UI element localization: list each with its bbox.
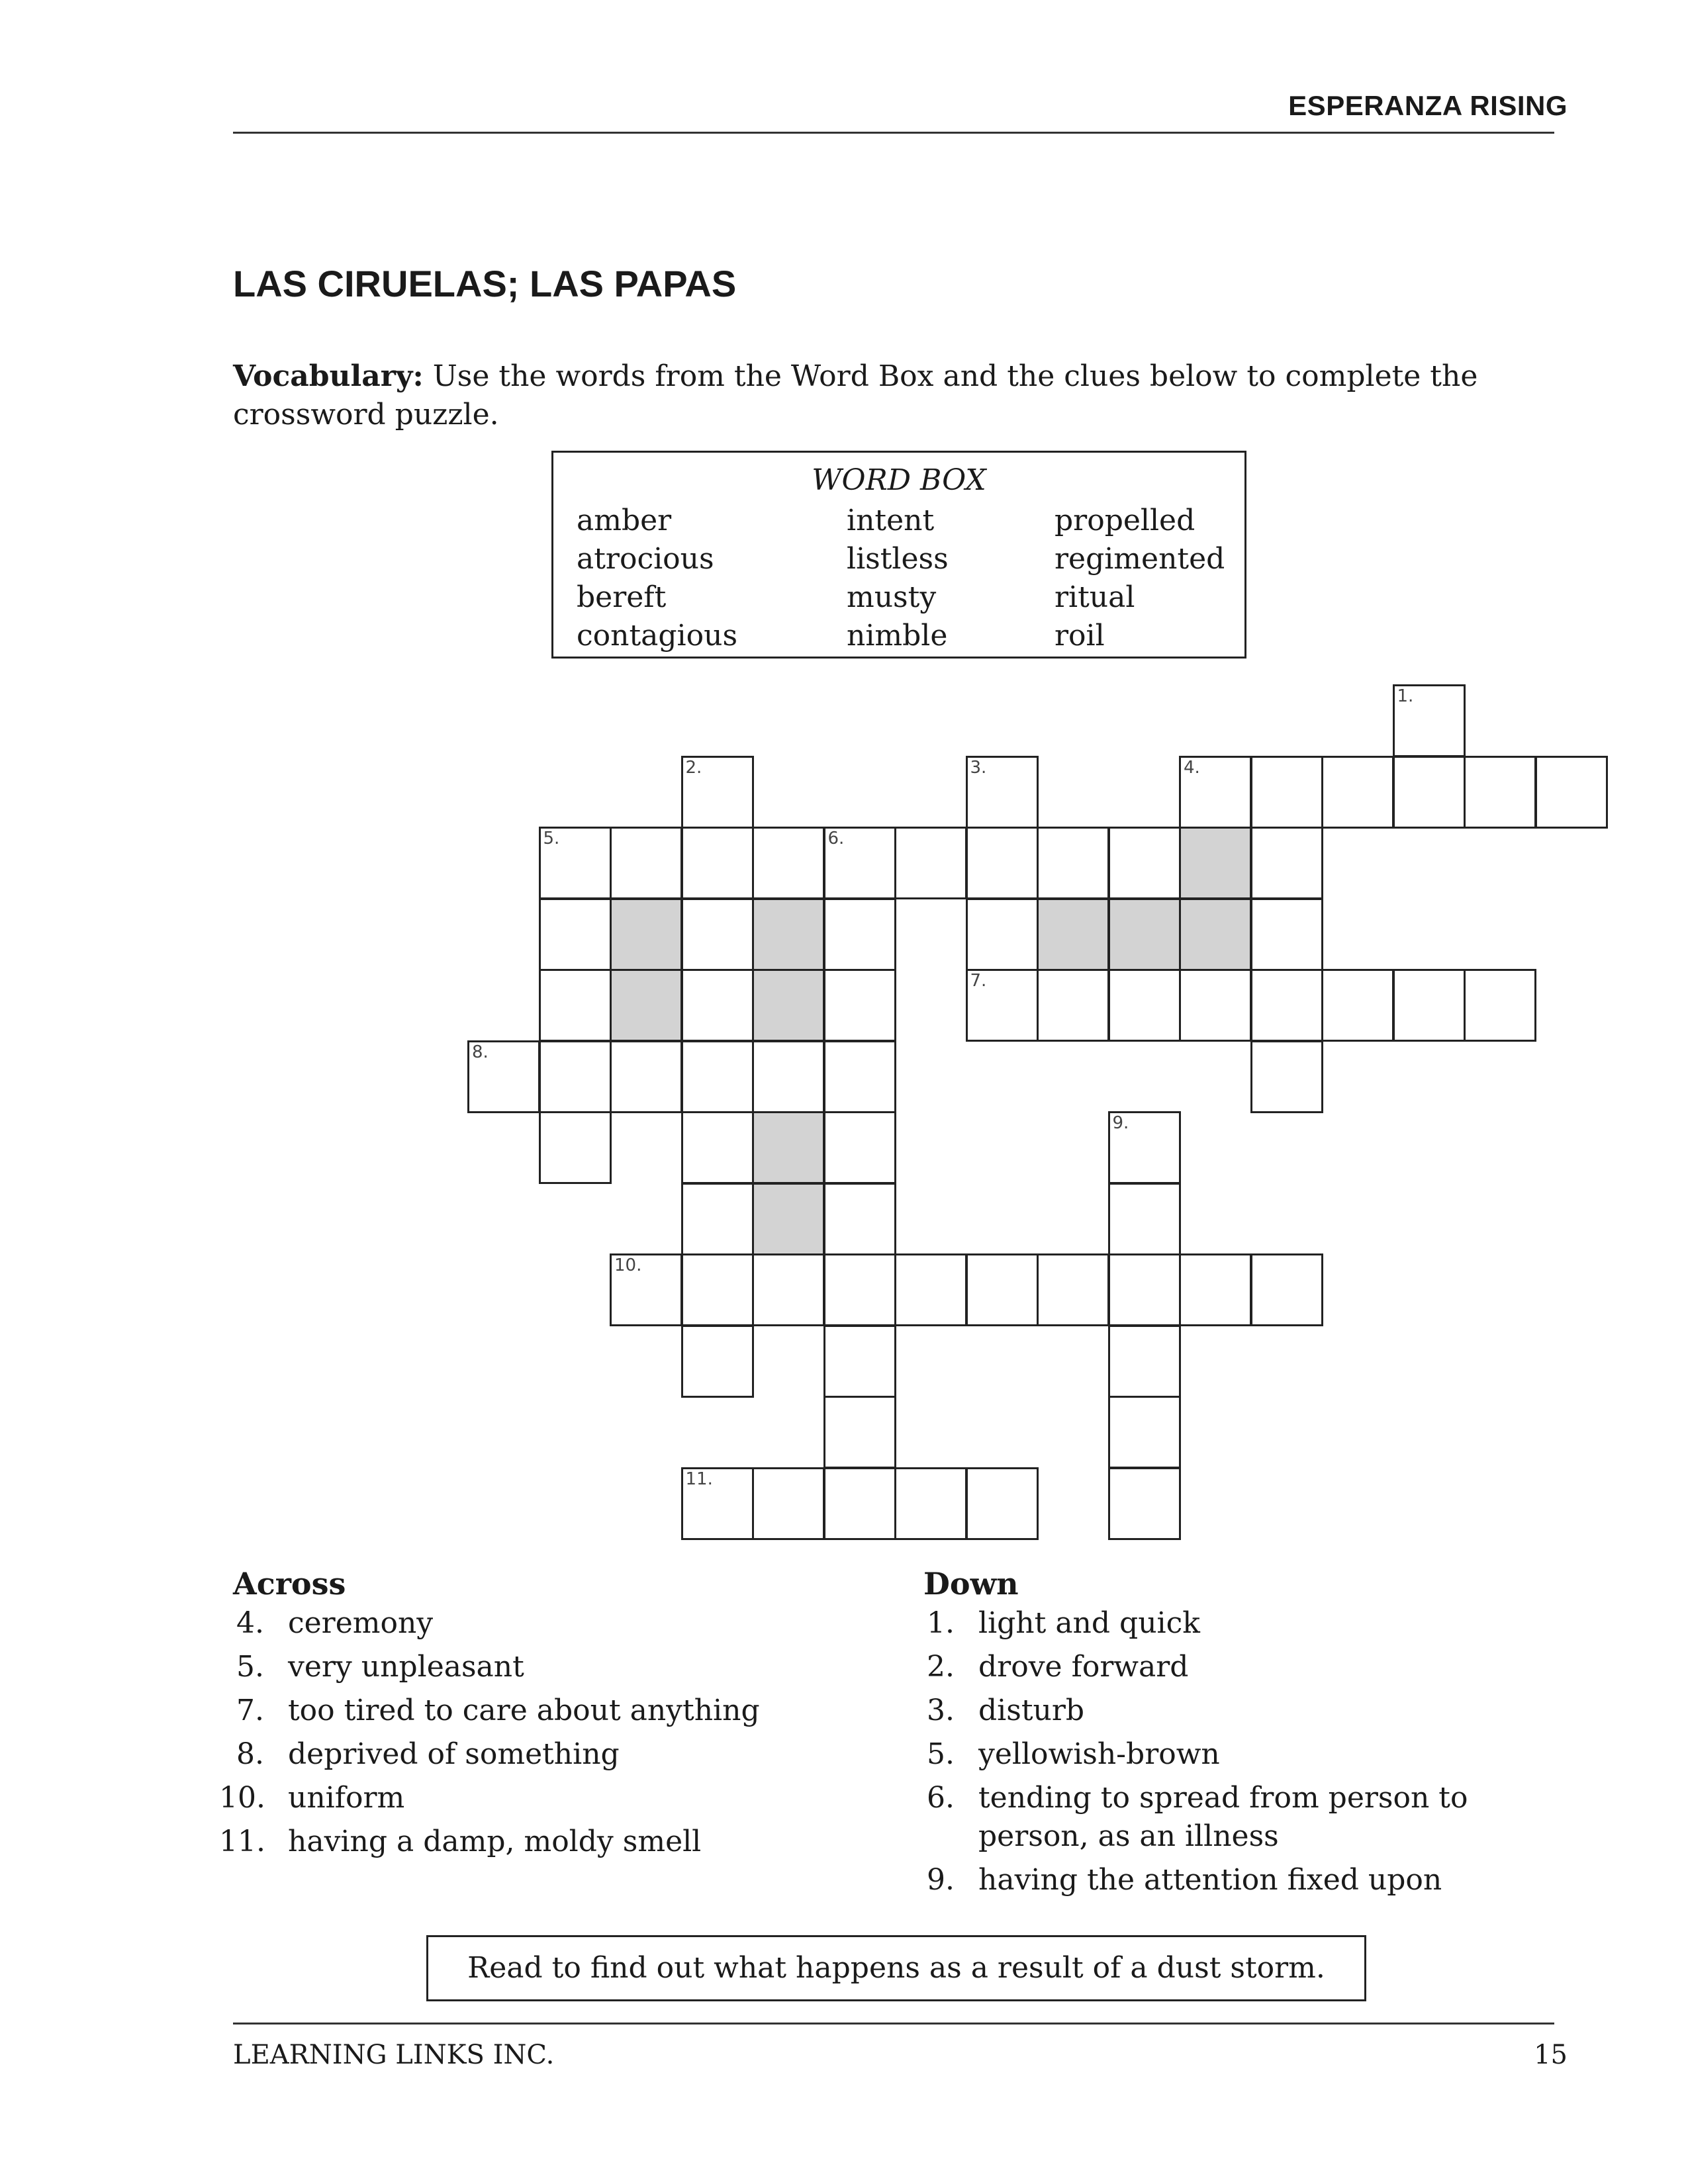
clue-across-5: 5. very unpleasant: [236, 1650, 524, 1684]
crossword-cell[interactable]: [966, 1253, 1039, 1326]
crossword-cell[interactable]: [681, 1325, 754, 1398]
crossword-cell[interactable]: [1108, 1396, 1181, 1469]
instructions-label: Vocabulary:: [233, 359, 424, 393]
word-box-word: intent: [847, 504, 935, 537]
crossword-cell[interactable]: [1037, 1253, 1109, 1326]
clue-number: 8.: [472, 1042, 489, 1062]
crossword-cell[interactable]: [681, 969, 754, 1042]
crossword-cell[interactable]: [823, 1325, 896, 1398]
crossword-cell[interactable]: [1037, 827, 1109, 899]
word-box-word: amber: [577, 504, 672, 537]
clue-across-7: 7. too tired to care about anything: [236, 1694, 760, 1727]
shaded-cell: [752, 898, 825, 971]
crossword-cell[interactable]: [823, 827, 896, 899]
crossword-cell[interactable]: [823, 969, 896, 1042]
crossword-cell[interactable]: [681, 1040, 754, 1113]
down-clues: [910, 1604, 1505, 1905]
word-box-word: atrocious: [577, 542, 714, 576]
crossword-cell[interactable]: [539, 969, 612, 1042]
crossword-cell[interactable]: [610, 827, 682, 899]
clue-number: 4.: [1184, 757, 1200, 778]
crossword-cell[interactable]: [823, 1111, 896, 1184]
crossword-cell[interactable]: [1108, 1111, 1181, 1184]
instructions-text: Use the words from the Word Box and the clues below to complete the crossword puzzle.: [233, 359, 1478, 432]
crossword-cell[interactable]: [1250, 756, 1323, 829]
word-box-column-1: [577, 502, 737, 655]
header-rule: [233, 132, 1554, 134]
clue-number: 11.: [685, 1469, 713, 1489]
crossword-cell[interactable]: [823, 1253, 896, 1326]
crossword-cell[interactable]: [681, 1111, 754, 1184]
clue-across-4: 4. ceremony: [236, 1606, 434, 1640]
across-heading: Across: [233, 1566, 346, 1602]
crossword-cell[interactable]: [681, 1467, 754, 1540]
crossword-cell[interactable]: [539, 1040, 612, 1113]
crossword-cell[interactable]: [1108, 1325, 1181, 1398]
clue-across-8: 8. deprived of something: [236, 1737, 620, 1771]
running-title: ESPERANZA RISING: [1288, 90, 1568, 121]
clue-number: 7.: [970, 971, 987, 991]
crossword-cell[interactable]: [1250, 1253, 1323, 1326]
publisher: LEARNING LINKS INC.: [233, 2040, 555, 2070]
shaded-cell: [610, 898, 682, 971]
word-box-column-3: [1055, 502, 1225, 655]
crossword-cell[interactable]: [1393, 756, 1466, 829]
clue-down-3: 3. disturb: [927, 1694, 1085, 1727]
shaded-cell: [752, 969, 825, 1042]
shaded-cell: [752, 1183, 825, 1255]
crossword-cell[interactable]: [752, 1253, 825, 1326]
clue-down-1: 1. light and quick: [927, 1606, 1200, 1640]
word-box-word: regimented: [1055, 542, 1225, 576]
word-box-word: musty: [847, 580, 937, 614]
instructions: [233, 357, 1491, 434]
crossword-cell[interactable]: [1108, 1253, 1181, 1326]
crossword-cell[interactable]: [1108, 1183, 1181, 1255]
crossword-cell[interactable]: [1464, 756, 1536, 829]
clue-number: 9.: [1112, 1113, 1129, 1133]
clue-down-9: 9. having the attention fixed upon: [927, 1863, 1442, 1897]
word-box-word: propelled: [1055, 504, 1196, 537]
word-box-word: roil: [1055, 619, 1105, 653]
crossword-cell[interactable]: [823, 898, 896, 971]
clue-number: 1.: [1397, 686, 1414, 706]
crossword-cell[interactable]: [966, 969, 1039, 1042]
clue-number: 3.: [970, 757, 987, 778]
shaded-cell: [610, 969, 682, 1042]
page-title: LAS CIRUELAS; LAS PAPAS: [233, 263, 737, 304]
crossword-cell[interactable]: [966, 898, 1039, 971]
down-heading: Down: [923, 1566, 1019, 1602]
clue-number: 5.: [543, 829, 560, 848]
crossword-cell[interactable]: [894, 1467, 967, 1540]
word-box-word: listless: [847, 542, 949, 576]
crossword-cell[interactable]: [823, 1183, 896, 1255]
clue-down-2: 2. drove forward: [927, 1650, 1189, 1684]
clue-across-10: 10. uniform: [219, 1781, 405, 1815]
page-number: 15: [1534, 2040, 1568, 2070]
word-box-word: nimble: [847, 619, 948, 653]
crossword-cell[interactable]: [823, 1396, 896, 1469]
crossword-cell[interactable]: [752, 1040, 825, 1113]
clue-across-11: 11. having a damp, moldy smell: [219, 1825, 702, 1858]
shaded-cell: [1108, 898, 1181, 971]
crossword-cell[interactable]: [1321, 969, 1394, 1042]
crossword-cell[interactable]: [752, 1467, 825, 1540]
shaded-cell: [1179, 827, 1252, 899]
crossword-cell[interactable]: [1250, 1040, 1323, 1113]
crossword-cell[interactable]: [610, 1253, 682, 1326]
shaded-cell: [1179, 898, 1252, 971]
word-box-column-2: [847, 502, 949, 655]
crossword-cell[interactable]: [1108, 827, 1181, 899]
reading-prompt: Read to find out what happens as a result of a dust storm.: [426, 1935, 1366, 2001]
crossword-cell[interactable]: [681, 827, 754, 899]
crossword-cell[interactable]: [1321, 756, 1394, 829]
crossword-cell[interactable]: [752, 827, 825, 899]
crossword-cell[interactable]: [1535, 756, 1608, 829]
clue-down-5: 5. yellowish-brown: [927, 1737, 1220, 1771]
crossword-cell[interactable]: [539, 898, 612, 971]
crossword-cell[interactable]: [1393, 969, 1466, 1042]
word-box: [551, 451, 1246, 659]
crossword-cell[interactable]: [681, 1253, 754, 1326]
crossword-cell[interactable]: [1464, 969, 1536, 1042]
shaded-cell: [752, 1111, 825, 1184]
crossword-cell[interactable]: [894, 1253, 967, 1326]
clue-number: 10.: [614, 1255, 642, 1275]
crossword-cell[interactable]: [539, 827, 612, 899]
crossword-cell[interactable]: [1179, 1253, 1252, 1326]
crossword-cell[interactable]: [610, 1040, 682, 1113]
crossword-cell[interactable]: [1037, 969, 1109, 1042]
clue-number: 6.: [827, 829, 845, 848]
crossword-cell[interactable]: [681, 1183, 754, 1255]
footer-rule: [233, 2023, 1554, 2025]
word-box-word: bereft: [577, 580, 667, 614]
crossword-cell[interactable]: [1250, 827, 1323, 899]
crossword-cell[interactable]: [467, 1040, 540, 1113]
crossword-cell[interactable]: [823, 1040, 896, 1113]
crossword-cell[interactable]: [1179, 756, 1252, 829]
shaded-cell: [1037, 898, 1109, 971]
crossword-cell[interactable]: [681, 756, 754, 829]
crossword-cell[interactable]: [894, 827, 967, 899]
crossword-cell[interactable]: [539, 1111, 612, 1184]
across-clues: [219, 1604, 760, 1866]
word-box-title: WORD BOX: [812, 463, 986, 497]
crossword-cell[interactable]: [966, 1467, 1039, 1540]
crossword-cell[interactable]: [966, 827, 1039, 899]
crossword-cell[interactable]: [1250, 898, 1323, 971]
crossword-cell[interactable]: [1108, 1467, 1181, 1540]
clue-number: 2.: [685, 757, 702, 778]
crossword-cell[interactable]: [1393, 684, 1466, 757]
word-box-word: ritual: [1055, 580, 1135, 614]
crossword-cell[interactable]: [1108, 969, 1181, 1042]
crossword-cell[interactable]: [966, 756, 1039, 829]
crossword-cell[interactable]: [823, 1467, 896, 1540]
clue-down-6: 6. tending to spread from person to person, as an illness: [927, 1781, 1468, 1853]
word-box-word: contagious: [577, 619, 738, 653]
crossword-cell[interactable]: [1179, 969, 1252, 1042]
crossword-cell[interactable]: [681, 898, 754, 971]
crossword-cell[interactable]: [1250, 969, 1323, 1042]
